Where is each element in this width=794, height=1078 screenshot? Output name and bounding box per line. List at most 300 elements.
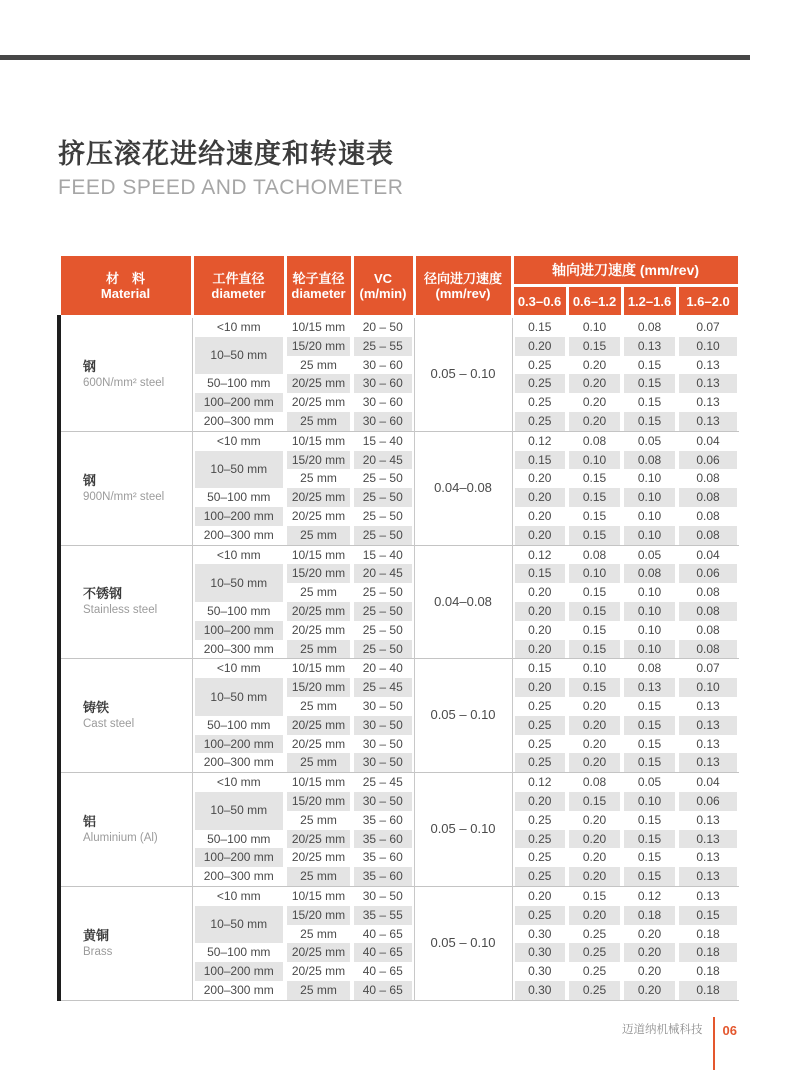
vc-cell: 35 – 60 bbox=[362, 850, 403, 865]
wheel-cell: 15/20 mm bbox=[285, 451, 352, 470]
workpiece-cell: <10 mm bbox=[216, 433, 261, 448]
wheel-cell: 25 mm bbox=[285, 753, 352, 772]
axial-value-cell: 0.18 bbox=[696, 964, 720, 979]
wheel-cell: 20/25 mm bbox=[285, 374, 352, 393]
table-row bbox=[59, 773, 739, 792]
axial-value-cell: 0.15 bbox=[582, 622, 607, 637]
table-row bbox=[59, 659, 739, 678]
axial-value-cell: 0.10 bbox=[622, 526, 677, 545]
axial-value-cell: 0.10 bbox=[677, 678, 739, 697]
vc-cell: 35 – 60 bbox=[352, 830, 414, 849]
axial-value-cell: 0.06 bbox=[677, 792, 739, 811]
material-block-4 bbox=[59, 773, 739, 887]
axial-value-cell: 0.06 bbox=[677, 564, 739, 583]
vc-cell: 25 – 55 bbox=[352, 337, 414, 356]
axial-value-cell: 0.08 bbox=[582, 775, 607, 790]
wheel-cell: 25 mm bbox=[285, 526, 352, 545]
axial-value-cell: 0.15 bbox=[528, 661, 552, 676]
footer-company: 迈道纳机械科技 bbox=[622, 1024, 703, 1036]
axial-value-cell: 0.10 bbox=[637, 508, 662, 523]
axial-value-cell: 0.13 bbox=[696, 736, 720, 751]
wheel-cell: 10/15 mm bbox=[291, 320, 346, 334]
vc-cell: 25 – 50 bbox=[352, 602, 414, 621]
axial-value-cell: 0.20 bbox=[567, 830, 622, 849]
vc-cell: 20 – 40 bbox=[362, 661, 403, 676]
axial-value-cell: 0.20 bbox=[582, 850, 607, 865]
axial-value-cell: 0.15 bbox=[637, 850, 662, 865]
axial-value-cell: 0.15 bbox=[622, 830, 677, 849]
header-workpiece-diameter bbox=[192, 255, 285, 317]
axial-value-cell: 0.20 bbox=[512, 526, 567, 545]
material-name-en: Brass bbox=[83, 945, 113, 958]
axial-value-cell: 0.15 bbox=[637, 395, 662, 410]
wheel-cell: 20/25 mm bbox=[285, 488, 352, 507]
axial-value-cell: 0.20 bbox=[567, 753, 622, 772]
axial-value-cell: 0.20 bbox=[528, 508, 552, 523]
workpiece-cell: 50–100 mm bbox=[207, 490, 271, 505]
axial-value-cell: 0.20 bbox=[622, 943, 677, 962]
vc-cell: 40 – 65 bbox=[362, 964, 403, 979]
axial-value-cell: 0.15 bbox=[582, 471, 607, 486]
axial-value-cell: 0.20 bbox=[528, 471, 552, 486]
axial-value-cell: 0.13 bbox=[696, 395, 720, 410]
axial-value-cell: 0.08 bbox=[637, 661, 662, 676]
axial-value-cell: 0.07 bbox=[696, 661, 720, 676]
workpiece-cell: 50–100 mm bbox=[207, 945, 271, 960]
vc-cell: 30 – 50 bbox=[352, 753, 414, 772]
workpiece-cell: 100–200 mm bbox=[192, 848, 285, 867]
axial-value-cell: 0.25 bbox=[528, 812, 552, 827]
wheel-cell: 20/25 mm bbox=[285, 602, 352, 621]
axial-value-cell: 0.07 bbox=[696, 320, 720, 334]
axial-value-cell: 0.25 bbox=[528, 357, 552, 372]
axial-value-cell: 0.13 bbox=[622, 678, 677, 697]
vc-cell: 25 – 50 bbox=[362, 585, 403, 600]
material-block-2 bbox=[59, 545, 739, 659]
workpiece-cell: 10–50 mm bbox=[192, 564, 285, 602]
vc-cell: 35 – 60 bbox=[352, 867, 414, 886]
axial-value-cell: 0.25 bbox=[512, 830, 567, 849]
axial-value-cell: 0.25 bbox=[512, 753, 567, 772]
axial-value-cell: 0.25 bbox=[528, 395, 552, 410]
axial-value-cell: 0.10 bbox=[567, 451, 622, 470]
header-row-main bbox=[59, 255, 739, 286]
wheel-cell: 20/25 mm bbox=[291, 964, 346, 979]
material-name-en: Stainless steel bbox=[83, 604, 158, 617]
table-row bbox=[59, 317, 739, 337]
workpiece-cell: 10–50 mm bbox=[192, 451, 285, 489]
wheel-cell: 15/20 mm bbox=[285, 792, 352, 811]
axial-value-cell: 0.25 bbox=[582, 964, 607, 979]
vc-cell: 30 – 50 bbox=[362, 888, 403, 903]
axial-value-cell: 0.10 bbox=[677, 337, 739, 356]
axial-value-cell: 0.20 bbox=[528, 888, 552, 903]
axial-value-cell: 0.15 bbox=[512, 564, 567, 583]
wheel-cell: 20/25 mm bbox=[291, 850, 346, 865]
material-name-zh: 钢 bbox=[83, 358, 97, 374]
wheel-cell: 20/25 mm bbox=[291, 622, 346, 637]
vc-cell: 30 – 50 bbox=[352, 792, 414, 811]
workpiece-cell: 100–200 mm bbox=[192, 507, 285, 526]
axial-value-cell: 0.13 bbox=[696, 812, 720, 827]
axial-value-cell: 0.15 bbox=[622, 374, 677, 393]
axial-value-cell: 0.08 bbox=[622, 564, 677, 583]
header-vc bbox=[352, 255, 414, 317]
vc-cell: 20 – 45 bbox=[352, 451, 414, 470]
wheel-cell: 20/25 mm bbox=[291, 508, 346, 523]
material-cell bbox=[59, 431, 192, 545]
header-material-zh: 材 料 bbox=[105, 270, 145, 286]
vc-cell: 30 – 60 bbox=[362, 395, 403, 410]
axial-value-cell: 0.10 bbox=[582, 661, 607, 676]
axial-value-cell: 0.04 bbox=[696, 547, 720, 562]
axial-value-cell: 0.13 bbox=[677, 374, 739, 393]
material-cell bbox=[59, 659, 192, 773]
vc-cell: 35 – 60 bbox=[362, 812, 403, 827]
footer-divider bbox=[713, 1017, 715, 1070]
axial-value-cell: 0.12 bbox=[528, 547, 552, 562]
wheel-cell: 15/20 mm bbox=[285, 678, 352, 697]
table-row bbox=[59, 886, 739, 905]
axial-value-cell: 0.20 bbox=[512, 640, 567, 659]
header-radial-unit: (mm/rev) bbox=[435, 285, 491, 301]
workpiece-cell: 50–100 mm bbox=[207, 717, 271, 732]
vc-cell: 25 – 50 bbox=[352, 526, 414, 545]
axial-value-cell: 0.06 bbox=[677, 451, 739, 470]
axial-value-cell: 0.20 bbox=[582, 395, 607, 410]
axial-value-cell: 0.30 bbox=[528, 964, 552, 979]
workpiece-cell: 200–300 mm bbox=[203, 413, 274, 428]
vc-cell: 25 – 45 bbox=[352, 678, 414, 697]
vc-cell: 30 – 50 bbox=[352, 716, 414, 735]
axial-value-cell: 0.20 bbox=[637, 964, 662, 979]
wheel-cell: 25 mm bbox=[300, 357, 337, 372]
workpiece-cell: 50–100 mm bbox=[207, 603, 271, 618]
axial-value-cell: 0.25 bbox=[528, 850, 552, 865]
table-row bbox=[59, 545, 739, 564]
axial-value-cell: 0.25 bbox=[512, 374, 567, 393]
axial-value-cell: 0.15 bbox=[582, 888, 607, 903]
axial-value-cell: 0.20 bbox=[567, 374, 622, 393]
axial-value-cell: 0.10 bbox=[637, 471, 662, 486]
header-radial-feed bbox=[414, 255, 512, 317]
material-name-en: Aluminium (Al) bbox=[83, 832, 158, 845]
axial-value-cell: 0.08 bbox=[677, 602, 739, 621]
axial-value-cell: 0.10 bbox=[582, 320, 607, 334]
axial-value-cell: 0.30 bbox=[528, 926, 552, 941]
axial-value-cell: 0.12 bbox=[528, 433, 552, 448]
axial-value-cell: 0.15 bbox=[512, 451, 567, 470]
workpiece-cell: 50–100 mm bbox=[207, 831, 271, 846]
workpiece-cell: 100–200 mm bbox=[192, 393, 285, 412]
axial-value-cell: 0.13 bbox=[677, 867, 739, 886]
axial-value-cell: 0.18 bbox=[622, 906, 677, 925]
wheel-cell: 10/15 mm bbox=[291, 888, 346, 903]
axial-value-cell: 0.20 bbox=[528, 622, 552, 637]
workpiece-cell: <10 mm bbox=[216, 547, 261, 562]
page-number: 06 bbox=[722, 1023, 737, 1038]
axial-value-cell: 0.13 bbox=[622, 337, 677, 356]
page-title: 挤压滚花进给速度和转速表 bbox=[58, 139, 394, 169]
axial-value-cell: 0.08 bbox=[696, 585, 720, 600]
radial-feed-cell: 0.04–0.08 bbox=[414, 431, 512, 545]
vc-cell: 30 – 60 bbox=[362, 357, 403, 372]
material-name-zh: 黄铜 bbox=[83, 927, 110, 943]
axial-value-cell: 0.25 bbox=[512, 412, 567, 431]
workpiece-cell: <10 mm bbox=[216, 661, 261, 676]
axial-value-cell: 0.20 bbox=[528, 585, 552, 600]
axial-value-cell: 0.08 bbox=[696, 622, 720, 637]
axial-value-cell: 0.15 bbox=[582, 508, 607, 523]
wheel-cell: 10/15 mm bbox=[291, 547, 346, 562]
axial-value-cell: 0.10 bbox=[637, 585, 662, 600]
wheel-cell: 10/15 mm bbox=[291, 775, 346, 790]
axial-value-cell: 0.10 bbox=[567, 564, 622, 583]
vc-cell: 25 – 50 bbox=[352, 488, 414, 507]
axial-value-cell: 0.25 bbox=[528, 736, 552, 751]
axial-value-cell: 0.13 bbox=[696, 850, 720, 865]
axial-value-cell: 0.04 bbox=[696, 433, 720, 448]
vc-cell: 25 – 45 bbox=[362, 775, 403, 790]
axial-value-cell: 0.10 bbox=[637, 622, 662, 637]
vc-cell: 35 – 55 bbox=[352, 906, 414, 925]
axial-value-cell: 0.08 bbox=[677, 488, 739, 507]
workpiece-cell: <10 mm bbox=[216, 775, 261, 790]
axial-value-cell: 0.12 bbox=[637, 888, 662, 903]
axial-value-cell: 0.15 bbox=[637, 357, 662, 372]
axial-value-cell: 0.15 bbox=[528, 320, 552, 334]
axial-value-cell: 0.04 bbox=[696, 775, 720, 790]
header-workpiece-en: diameter bbox=[211, 285, 266, 301]
axial-value-cell: 0.15 bbox=[567, 526, 622, 545]
axial-value-cell: 0.20 bbox=[512, 602, 567, 621]
vc-cell: 20 – 45 bbox=[352, 564, 414, 583]
axial-value-cell: 0.13 bbox=[677, 753, 739, 772]
material-name-zh: 铝 bbox=[83, 814, 97, 830]
workpiece-cell: 10–50 mm bbox=[192, 906, 285, 944]
header-wheel-zh: 轮子直径 bbox=[292, 270, 345, 286]
workpiece-cell: 10–50 mm bbox=[192, 792, 285, 830]
material-cell bbox=[59, 886, 192, 1000]
material-block-1 bbox=[59, 431, 739, 545]
workpiece-cell: 200–300 mm bbox=[203, 982, 274, 997]
vc-cell: 25 – 50 bbox=[362, 622, 403, 637]
vc-cell: 30 – 50 bbox=[362, 698, 403, 713]
wheel-cell: 20/25 mm bbox=[285, 716, 352, 735]
axial-value-cell: 0.25 bbox=[567, 981, 622, 1000]
vc-cell: 40 – 65 bbox=[352, 981, 414, 1000]
wheel-cell: 20/25 mm bbox=[285, 830, 352, 849]
material-cell bbox=[59, 773, 192, 887]
axial-value-cell: 0.10 bbox=[622, 602, 677, 621]
axial-value-cell: 0.15 bbox=[622, 867, 677, 886]
workpiece-cell: <10 mm bbox=[216, 320, 261, 334]
axial-value-cell: 0.13 bbox=[696, 888, 720, 903]
page-subtitle: FEED SPEED AND TACHOMETER bbox=[58, 176, 404, 199]
header-vc-label: VC bbox=[373, 270, 393, 286]
workpiece-cell: <10 mm bbox=[216, 888, 261, 903]
material-name-en: 900N/mm² steel bbox=[83, 490, 165, 503]
workpiece-cell: 10–50 mm bbox=[192, 678, 285, 716]
wheel-cell: 15/20 mm bbox=[285, 337, 352, 356]
material-cell bbox=[59, 317, 192, 432]
top-rule bbox=[0, 55, 750, 60]
axial-value-cell: 0.15 bbox=[582, 585, 607, 600]
material-block-0 bbox=[59, 317, 739, 432]
axial-value-cell: 0.12 bbox=[528, 775, 552, 790]
table-row bbox=[59, 431, 739, 450]
vc-cell: 30 – 60 bbox=[352, 374, 414, 393]
axial-value-cell: 0.05 bbox=[637, 433, 662, 448]
workpiece-cell: 200–300 mm bbox=[203, 869, 274, 884]
feed-speed-table-wrap bbox=[57, 253, 741, 1001]
axial-value-cell: 0.10 bbox=[622, 792, 677, 811]
header-axial-range-1: 0.6–1.2 bbox=[567, 286, 622, 317]
wheel-cell: 25 mm bbox=[300, 812, 337, 827]
header-radial-zh: 径向进刀速度 bbox=[423, 270, 502, 286]
axial-value-cell: 0.18 bbox=[677, 981, 739, 1000]
axial-value-cell: 0.05 bbox=[637, 547, 662, 562]
wheel-cell: 10/15 mm bbox=[291, 433, 346, 448]
radial-feed-cell: 0.05 – 0.10 bbox=[414, 659, 512, 773]
axial-value-cell: 0.15 bbox=[637, 736, 662, 751]
header-material-en: Material bbox=[100, 285, 151, 301]
axial-value-cell: 0.20 bbox=[582, 698, 607, 713]
vc-cell: 20 – 50 bbox=[362, 320, 403, 334]
wheel-cell: 20/25 mm bbox=[291, 736, 346, 751]
axial-value-cell: 0.20 bbox=[567, 716, 622, 735]
workpiece-cell: 10–50 mm bbox=[192, 337, 285, 375]
material-name-en: 600N/mm² steel bbox=[83, 376, 165, 389]
radial-feed-cell: 0.04–0.08 bbox=[414, 545, 512, 659]
axial-value-cell: 0.10 bbox=[622, 488, 677, 507]
axial-value-cell: 0.08 bbox=[677, 640, 739, 659]
axial-value-cell: 0.20 bbox=[567, 906, 622, 925]
axial-value-cell: 0.20 bbox=[567, 867, 622, 886]
header-axial-range-0: 0.3–0.6 bbox=[512, 286, 567, 317]
axial-value-cell: 0.25 bbox=[512, 906, 567, 925]
wheel-cell: 25 mm bbox=[300, 926, 337, 941]
axial-value-cell: 0.30 bbox=[512, 943, 567, 962]
axial-value-cell: 0.08 bbox=[622, 451, 677, 470]
header-axial-range-3: 1.6–2.0 bbox=[677, 286, 739, 317]
axial-value-cell: 0.20 bbox=[637, 926, 662, 941]
header-axial-feed-group: 轴向进刀速度 (mm/rev) bbox=[512, 255, 739, 286]
axial-value-cell: 0.20 bbox=[582, 812, 607, 827]
header-axial-range-2: 1.2–1.6 bbox=[622, 286, 677, 317]
table-header bbox=[59, 255, 739, 317]
axial-value-cell: 0.20 bbox=[512, 678, 567, 697]
wheel-cell: 20/25 mm bbox=[285, 943, 352, 962]
page-footer bbox=[0, 1017, 737, 1070]
axial-value-cell: 0.13 bbox=[677, 716, 739, 735]
vc-cell: 15 – 40 bbox=[362, 433, 403, 448]
wheel-cell: 25 mm bbox=[300, 585, 337, 600]
axial-value-cell: 0.20 bbox=[582, 736, 607, 751]
axial-value-cell: 0.25 bbox=[512, 716, 567, 735]
axial-value-cell: 0.13 bbox=[677, 830, 739, 849]
axial-value-cell: 0.13 bbox=[677, 412, 739, 431]
axial-value-cell: 0.15 bbox=[677, 906, 739, 925]
axial-value-cell: 0.08 bbox=[696, 471, 720, 486]
axial-value-cell: 0.15 bbox=[567, 640, 622, 659]
axial-value-cell: 0.15 bbox=[622, 716, 677, 735]
vc-cell: 30 – 60 bbox=[352, 412, 414, 431]
workpiece-cell: 100–200 mm bbox=[192, 962, 285, 981]
vc-cell: 25 – 50 bbox=[362, 508, 403, 523]
workpiece-cell: 200–300 mm bbox=[203, 755, 274, 770]
axial-value-cell: 0.08 bbox=[582, 433, 607, 448]
vc-cell: 40 – 65 bbox=[362, 926, 403, 941]
workpiece-cell: 100–200 mm bbox=[192, 621, 285, 640]
vc-cell: 40 – 65 bbox=[352, 943, 414, 962]
vc-cell: 15 – 40 bbox=[362, 547, 403, 562]
wheel-cell: 25 mm bbox=[300, 471, 337, 486]
axial-value-cell: 0.18 bbox=[677, 943, 739, 962]
axial-value-cell: 0.20 bbox=[622, 981, 677, 1000]
header-wheel-diameter bbox=[285, 255, 352, 317]
axial-value-cell: 0.15 bbox=[567, 678, 622, 697]
radial-feed-cell: 0.05 – 0.10 bbox=[414, 317, 512, 432]
workpiece-cell: 200–300 mm bbox=[203, 527, 274, 542]
wheel-cell: 25 mm bbox=[285, 412, 352, 431]
wheel-cell: 25 mm bbox=[285, 981, 352, 1000]
vc-cell: 25 – 50 bbox=[352, 640, 414, 659]
axial-value-cell: 0.08 bbox=[582, 547, 607, 562]
axial-value-cell: 0.15 bbox=[567, 792, 622, 811]
axial-value-cell: 0.18 bbox=[696, 926, 720, 941]
wheel-cell: 25 mm bbox=[285, 640, 352, 659]
axial-value-cell: 0.15 bbox=[637, 698, 662, 713]
workpiece-cell: 200–300 mm bbox=[203, 641, 274, 656]
axial-value-cell: 0.20 bbox=[512, 488, 567, 507]
material-cell bbox=[59, 545, 192, 659]
axial-value-cell: 0.20 bbox=[512, 337, 567, 356]
header-wheel-en: diameter bbox=[291, 285, 346, 301]
wheel-cell: 15/20 mm bbox=[285, 564, 352, 583]
page-header bbox=[58, 138, 403, 200]
radial-feed-cell: 0.05 – 0.10 bbox=[414, 886, 512, 1000]
wheel-cell: 10/15 mm bbox=[291, 661, 346, 676]
vc-cell: 25 – 50 bbox=[362, 471, 403, 486]
axial-value-cell: 0.25 bbox=[528, 698, 552, 713]
wheel-cell: 20/25 mm bbox=[291, 395, 346, 410]
axial-value-cell: 0.15 bbox=[567, 488, 622, 507]
workpiece-cell: 100–200 mm bbox=[192, 735, 285, 754]
material-name-zh: 铸铁 bbox=[83, 700, 110, 716]
axial-value-cell: 0.25 bbox=[582, 926, 607, 941]
header-vc-unit: (m/min) bbox=[359, 285, 407, 301]
material-block-3 bbox=[59, 659, 739, 773]
axial-value-cell: 0.13 bbox=[696, 357, 720, 372]
spec-table bbox=[57, 253, 741, 1001]
axial-value-cell: 0.25 bbox=[512, 867, 567, 886]
material-name-en: Cast steel bbox=[83, 718, 135, 731]
material-name-zh: 不锈钢 bbox=[83, 586, 123, 602]
vc-cell: 30 – 50 bbox=[362, 736, 403, 751]
axial-value-cell: 0.30 bbox=[512, 981, 567, 1000]
radial-feed-cell: 0.05 – 0.10 bbox=[414, 773, 512, 887]
axial-value-cell: 0.20 bbox=[512, 792, 567, 811]
axial-value-cell: 0.25 bbox=[567, 943, 622, 962]
axial-value-cell: 0.08 bbox=[677, 526, 739, 545]
axial-value-cell: 0.08 bbox=[696, 508, 720, 523]
axial-value-cell: 0.08 bbox=[637, 320, 662, 334]
wheel-cell: 25 mm bbox=[300, 698, 337, 713]
axial-value-cell: 0.10 bbox=[622, 640, 677, 659]
material-name-zh: 钢 bbox=[83, 472, 97, 488]
axial-value-cell: 0.15 bbox=[622, 753, 677, 772]
